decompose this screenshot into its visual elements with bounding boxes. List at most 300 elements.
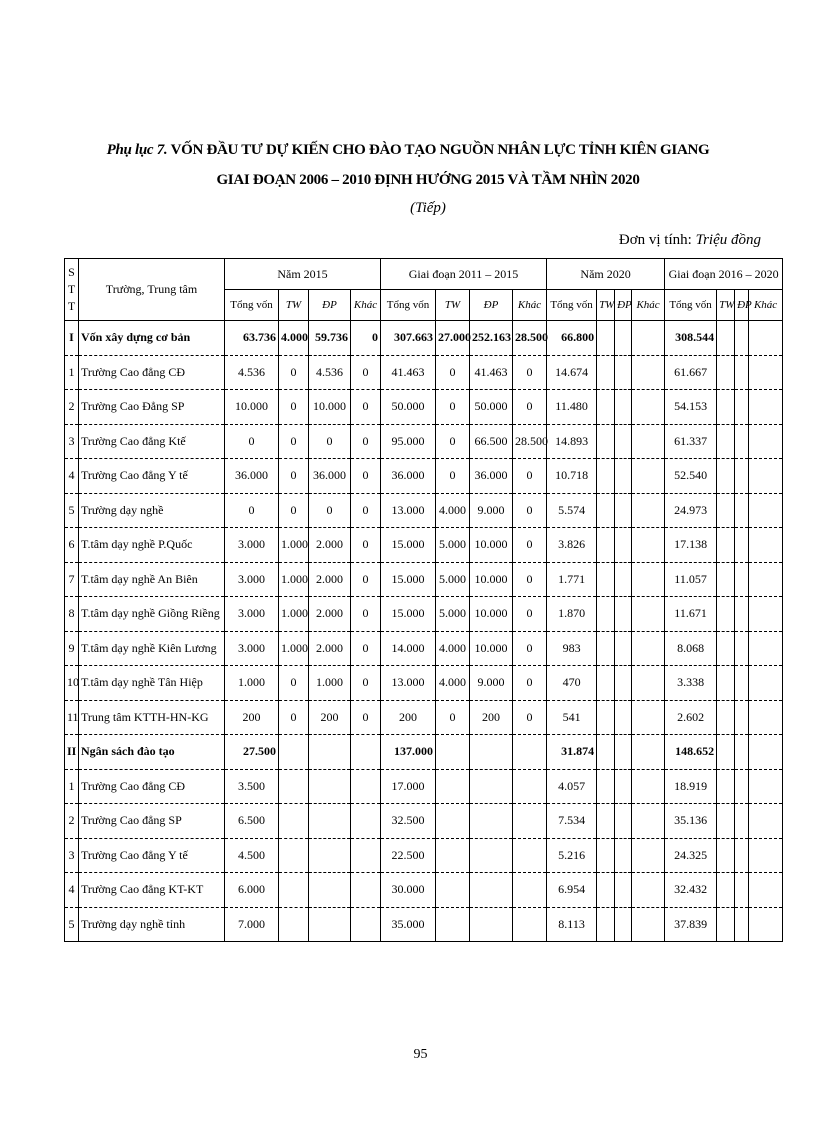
value-cell: 0	[513, 562, 547, 597]
value-cell	[749, 355, 783, 390]
value-cell	[735, 355, 749, 390]
stt-cell: 1	[65, 355, 79, 390]
value-cell: 15.000	[381, 528, 436, 563]
value-cell: 24.973	[665, 493, 717, 528]
value-cell: 200	[470, 700, 513, 735]
value-cell	[717, 528, 735, 563]
value-cell: 0	[436, 700, 470, 735]
value-cell	[632, 321, 665, 356]
value-cell	[735, 493, 749, 528]
value-cell	[735, 907, 749, 942]
value-cell	[632, 597, 665, 632]
value-cell	[735, 321, 749, 356]
stt-cell: 8	[65, 597, 79, 632]
value-cell	[735, 666, 749, 701]
value-cell: 50.000	[470, 390, 513, 425]
stt-header: S T T	[65, 259, 79, 321]
value-cell: 66.800	[547, 321, 597, 356]
name-cell: T.tâm dạy nghề Tân Hiệp	[79, 666, 225, 701]
value-cell: 10.000	[225, 390, 279, 425]
name-cell: Ngân sách đào tạo	[79, 735, 225, 770]
value-cell	[749, 528, 783, 563]
stt-cell: 11	[65, 700, 79, 735]
value-cell: 3.500	[225, 769, 279, 804]
value-cell	[717, 493, 735, 528]
stt-cell: 5	[65, 907, 79, 942]
value-cell: 983	[547, 631, 597, 666]
value-cell	[597, 597, 615, 632]
page-number: 95	[413, 1047, 428, 1062]
value-cell	[470, 873, 513, 908]
value-cell	[735, 390, 749, 425]
value-cell: 22.500	[381, 838, 436, 873]
name-cell: Trường Cao đẳng Ktế	[79, 424, 225, 459]
value-cell: 61.337	[665, 424, 717, 459]
name-cell: Trường dạy nghề	[79, 493, 225, 528]
stt-cell: 10	[65, 666, 79, 701]
value-cell: 4.536	[309, 355, 351, 390]
value-cell: 24.325	[665, 838, 717, 873]
sub-header-other: Khác	[749, 290, 783, 321]
value-cell	[351, 838, 381, 873]
value-cell	[735, 769, 749, 804]
value-cell: 32.500	[381, 804, 436, 839]
value-cell	[309, 804, 351, 839]
value-cell: 0	[351, 424, 381, 459]
value-cell	[597, 804, 615, 839]
value-cell: 1.000	[279, 631, 309, 666]
value-cell	[436, 873, 470, 908]
value-cell	[735, 528, 749, 563]
name-cell: T.tâm dạy nghề An Biên	[79, 562, 225, 597]
value-cell	[279, 804, 309, 839]
value-cell: 0	[351, 562, 381, 597]
value-cell: 0	[351, 390, 381, 425]
value-cell: 200	[225, 700, 279, 735]
value-cell: 0	[279, 700, 309, 735]
value-cell	[615, 493, 632, 528]
value-cell	[615, 769, 632, 804]
value-cell	[615, 390, 632, 425]
stt-cell: 2	[65, 804, 79, 839]
value-cell	[615, 597, 632, 632]
value-cell: 0	[513, 355, 547, 390]
sub-header-tw: TW	[717, 290, 735, 321]
table-row	[65, 562, 783, 597]
sub-header-tw: TW	[597, 290, 615, 321]
value-cell	[470, 769, 513, 804]
value-cell: 308.544	[665, 321, 717, 356]
section-row	[65, 735, 783, 770]
sub-header-other: Khác	[351, 290, 381, 321]
value-cell	[597, 459, 615, 494]
value-cell	[717, 424, 735, 459]
value-cell: 14.000	[381, 631, 436, 666]
group-header-2016-2020: Giai đoạn 2016 – 2020	[665, 259, 783, 290]
value-cell: 0	[351, 700, 381, 735]
value-cell	[735, 459, 749, 494]
table-body	[65, 321, 783, 942]
value-cell: 0	[351, 321, 381, 356]
value-cell	[749, 631, 783, 666]
value-cell	[597, 631, 615, 666]
value-cell: 1.870	[547, 597, 597, 632]
value-cell: 11.671	[665, 597, 717, 632]
sub-header-dp: ĐP	[615, 290, 632, 321]
value-cell	[309, 735, 351, 770]
name-cell: Trường Cao Đẳng SP	[79, 390, 225, 425]
value-cell	[615, 838, 632, 873]
stt-cell: 5	[65, 493, 79, 528]
value-cell	[735, 804, 749, 839]
value-cell	[470, 907, 513, 942]
value-cell: 15.000	[381, 562, 436, 597]
value-cell	[749, 562, 783, 597]
value-cell: 0	[279, 390, 309, 425]
value-cell: 5.216	[547, 838, 597, 873]
value-cell	[717, 769, 735, 804]
value-cell: 32.432	[665, 873, 717, 908]
name-cell: Trường Cao đẳng CĐ	[79, 355, 225, 390]
value-cell: 1.000	[279, 562, 309, 597]
value-cell: 4.000	[279, 321, 309, 356]
value-cell: 3.826	[547, 528, 597, 563]
value-cell	[632, 907, 665, 942]
table-row	[65, 390, 783, 425]
value-cell: 10.000	[470, 597, 513, 632]
value-cell	[717, 907, 735, 942]
value-cell: 14.674	[547, 355, 597, 390]
value-cell	[717, 700, 735, 735]
value-cell	[615, 700, 632, 735]
value-cell	[735, 424, 749, 459]
value-cell	[351, 735, 381, 770]
value-cell: 28.500	[513, 424, 547, 459]
value-cell: 15.000	[381, 597, 436, 632]
value-cell	[615, 355, 632, 390]
value-cell	[513, 907, 547, 942]
value-cell: 0	[225, 424, 279, 459]
value-cell	[615, 873, 632, 908]
name-cell: Trường Cao đẳng KT-KT	[79, 873, 225, 908]
value-cell: 31.874	[547, 735, 597, 770]
sub-header-total: Tổng vốn	[665, 290, 717, 321]
value-cell	[615, 804, 632, 839]
table-row	[65, 700, 783, 735]
value-cell: 0	[436, 355, 470, 390]
stt-cell: 6	[65, 528, 79, 563]
title-line-2: GIAI ĐOẠN 2006 – 2010 ĐỊNH HƯỚNG 2015 VÀ TẦM NHÌN 2020	[216, 172, 640, 188]
table-row	[65, 355, 783, 390]
value-cell	[309, 907, 351, 942]
value-cell: 13.000	[381, 666, 436, 701]
value-cell	[615, 735, 632, 770]
value-cell: 0	[513, 631, 547, 666]
continued-note: (Tiếp)	[410, 200, 446, 216]
group-header-2015: Năm 2015	[225, 259, 381, 290]
value-cell: 17.000	[381, 769, 436, 804]
table-row	[65, 597, 783, 632]
stt-cell: II	[65, 735, 79, 770]
value-cell: 50.000	[381, 390, 436, 425]
value-cell: 0	[436, 424, 470, 459]
value-cell	[749, 390, 783, 425]
value-cell	[615, 666, 632, 701]
value-cell	[597, 735, 615, 770]
value-cell: 2.000	[309, 631, 351, 666]
value-cell: 0	[351, 631, 381, 666]
name-cell: T.tâm dạy nghề Giồng Riềng	[79, 597, 225, 632]
name-cell: Trung tâm KTTH-HN-KG	[79, 700, 225, 735]
name-cell: Vốn xây dựng cơ bản	[79, 321, 225, 356]
value-cell: 0	[279, 666, 309, 701]
value-cell	[279, 769, 309, 804]
value-cell: 2.000	[309, 597, 351, 632]
value-cell	[717, 804, 735, 839]
stt-cell: 9	[65, 631, 79, 666]
value-cell: 3.000	[225, 597, 279, 632]
value-cell	[470, 804, 513, 839]
value-cell	[717, 597, 735, 632]
stt-cell: 2	[65, 390, 79, 425]
value-cell: 6.000	[225, 873, 279, 908]
value-cell: 5.000	[436, 528, 470, 563]
value-cell: 0	[351, 355, 381, 390]
value-cell: 4.000	[436, 493, 470, 528]
sub-header-total: Tổng vốn	[225, 290, 279, 321]
value-cell: 27.000	[436, 321, 470, 356]
section-row	[65, 321, 783, 356]
value-cell: 0	[351, 528, 381, 563]
value-cell	[632, 528, 665, 563]
value-cell	[717, 321, 735, 356]
table-row	[65, 838, 783, 873]
value-cell	[513, 804, 547, 839]
value-cell: 1.771	[547, 562, 597, 597]
value-cell	[749, 838, 783, 873]
value-cell	[309, 838, 351, 873]
value-cell: 0	[225, 493, 279, 528]
value-cell: 6.954	[547, 873, 597, 908]
value-cell	[632, 562, 665, 597]
value-cell: 17.138	[665, 528, 717, 563]
value-cell: 5.000	[436, 562, 470, 597]
value-cell	[597, 355, 615, 390]
value-cell: 35.000	[381, 907, 436, 942]
value-cell: 3.338	[665, 666, 717, 701]
value-cell: 36.000	[309, 459, 351, 494]
unit-note	[619, 232, 761, 249]
value-cell: 1.000	[225, 666, 279, 701]
table-row	[65, 493, 783, 528]
table-row	[65, 666, 783, 701]
value-cell: 0	[279, 355, 309, 390]
value-cell	[735, 735, 749, 770]
value-cell: 11.057	[665, 562, 717, 597]
value-cell: 11.480	[547, 390, 597, 425]
value-cell: 4.500	[225, 838, 279, 873]
value-cell	[749, 597, 783, 632]
value-cell	[513, 873, 547, 908]
value-cell: 59.736	[309, 321, 351, 356]
value-cell	[597, 838, 615, 873]
table-row	[65, 873, 783, 908]
value-cell	[279, 838, 309, 873]
table-row	[65, 528, 783, 563]
value-cell	[615, 562, 632, 597]
sub-header-dp: ĐP	[309, 290, 351, 321]
stt-cell: 4	[65, 459, 79, 494]
value-cell	[615, 459, 632, 494]
name-cell: Trường Cao đẳng Y tế	[79, 838, 225, 873]
value-cell	[470, 838, 513, 873]
value-cell: 10.000	[470, 562, 513, 597]
value-cell: 54.153	[665, 390, 717, 425]
value-cell	[717, 666, 735, 701]
value-cell	[632, 631, 665, 666]
value-cell: 18.919	[665, 769, 717, 804]
value-cell	[749, 804, 783, 839]
value-cell	[717, 735, 735, 770]
name-cell: Trường Cao đẳng CĐ	[79, 769, 225, 804]
table-row	[65, 907, 783, 942]
value-cell: 0	[513, 666, 547, 701]
value-cell	[279, 735, 309, 770]
table-row	[65, 424, 783, 459]
value-cell: 9.000	[470, 666, 513, 701]
group-header-2011-2015: Giai đoạn 2011 – 2015	[381, 259, 547, 290]
value-cell	[615, 321, 632, 356]
value-cell	[749, 769, 783, 804]
stt-cell: 3	[65, 838, 79, 873]
value-cell: 37.839	[665, 907, 717, 942]
value-cell: 0	[513, 459, 547, 494]
value-cell: 0	[309, 493, 351, 528]
value-cell: 5.574	[547, 493, 597, 528]
value-cell: 7.534	[547, 804, 597, 839]
value-cell: 7.000	[225, 907, 279, 942]
value-cell: 0	[279, 459, 309, 494]
value-cell	[735, 597, 749, 632]
value-cell: 41.463	[470, 355, 513, 390]
value-cell	[735, 873, 749, 908]
value-cell	[597, 769, 615, 804]
value-cell: 4.000	[436, 666, 470, 701]
value-cell: 200	[309, 700, 351, 735]
value-cell: 252.163	[470, 321, 513, 356]
value-cell: 2.000	[309, 528, 351, 563]
value-cell	[632, 804, 665, 839]
value-cell: 1.000	[279, 528, 309, 563]
value-cell: 30.000	[381, 873, 436, 908]
value-cell	[749, 700, 783, 735]
value-cell: 0	[309, 424, 351, 459]
value-cell	[351, 873, 381, 908]
value-cell	[749, 907, 783, 942]
value-cell	[717, 355, 735, 390]
value-cell: 0	[351, 493, 381, 528]
value-cell	[632, 459, 665, 494]
value-cell	[309, 769, 351, 804]
value-cell: 0	[436, 390, 470, 425]
value-cell: 8.113	[547, 907, 597, 942]
group-header-2020: Năm 2020	[547, 259, 665, 290]
appendix-label: Phụ lục 7.	[106, 142, 168, 158]
name-cell: Trường Cao đẳng SP	[79, 804, 225, 839]
value-cell	[615, 907, 632, 942]
value-cell	[597, 493, 615, 528]
value-cell: 66.500	[470, 424, 513, 459]
value-cell: 61.667	[665, 355, 717, 390]
value-cell	[749, 666, 783, 701]
unit-label: Đơn vị tính:	[618, 232, 692, 248]
value-cell: 3.000	[225, 631, 279, 666]
value-cell	[436, 769, 470, 804]
value-cell	[717, 631, 735, 666]
document-title	[0, 142, 816, 159]
sub-header-total: Tổng vốn	[547, 290, 597, 321]
value-cell	[597, 562, 615, 597]
value-cell: 4.000	[436, 631, 470, 666]
value-cell	[436, 735, 470, 770]
value-cell	[279, 907, 309, 942]
value-cell	[309, 873, 351, 908]
value-cell	[632, 666, 665, 701]
value-cell	[436, 838, 470, 873]
value-cell: 0	[513, 700, 547, 735]
value-cell	[513, 838, 547, 873]
stt-cell: 4	[65, 873, 79, 908]
title-line-1: VỐN ĐẦU TƯ DỰ KIẾN CHO ĐÀO TẠO NGUỒN NHÂN LỰC TỈNH KIÊN GIANG	[170, 142, 710, 158]
value-cell	[749, 873, 783, 908]
value-cell: 36.000	[225, 459, 279, 494]
value-cell	[597, 666, 615, 701]
value-cell: 27.500	[225, 735, 279, 770]
value-cell: 470	[547, 666, 597, 701]
value-cell	[749, 493, 783, 528]
value-cell: 0	[351, 597, 381, 632]
value-cell: 0	[351, 666, 381, 701]
value-cell	[632, 873, 665, 908]
name-cell: T.tâm dạy nghề P.Quốc	[79, 528, 225, 563]
value-cell	[749, 424, 783, 459]
stt-cell: 1	[65, 769, 79, 804]
value-cell: 8.068	[665, 631, 717, 666]
name-cell: Trường dạy nghề tỉnh	[79, 907, 225, 942]
value-cell: 1.000	[309, 666, 351, 701]
value-cell	[279, 873, 309, 908]
value-cell: 0	[513, 597, 547, 632]
value-cell	[615, 631, 632, 666]
value-cell: 541	[547, 700, 597, 735]
value-cell: 13.000	[381, 493, 436, 528]
value-cell: 0	[513, 528, 547, 563]
value-cell: 10.718	[547, 459, 597, 494]
sub-header-dp: ĐP	[470, 290, 513, 321]
value-cell: 307.663	[381, 321, 436, 356]
value-cell: 10.000	[470, 528, 513, 563]
value-cell: 0	[279, 493, 309, 528]
table-row	[65, 804, 783, 839]
value-cell: 2.602	[665, 700, 717, 735]
value-cell: 137.000	[381, 735, 436, 770]
value-cell	[597, 873, 615, 908]
value-cell: 28.500	[513, 321, 547, 356]
value-cell: 41.463	[381, 355, 436, 390]
sub-header-other: Khác	[513, 290, 547, 321]
value-cell: 4.057	[547, 769, 597, 804]
value-cell: 3.000	[225, 528, 279, 563]
